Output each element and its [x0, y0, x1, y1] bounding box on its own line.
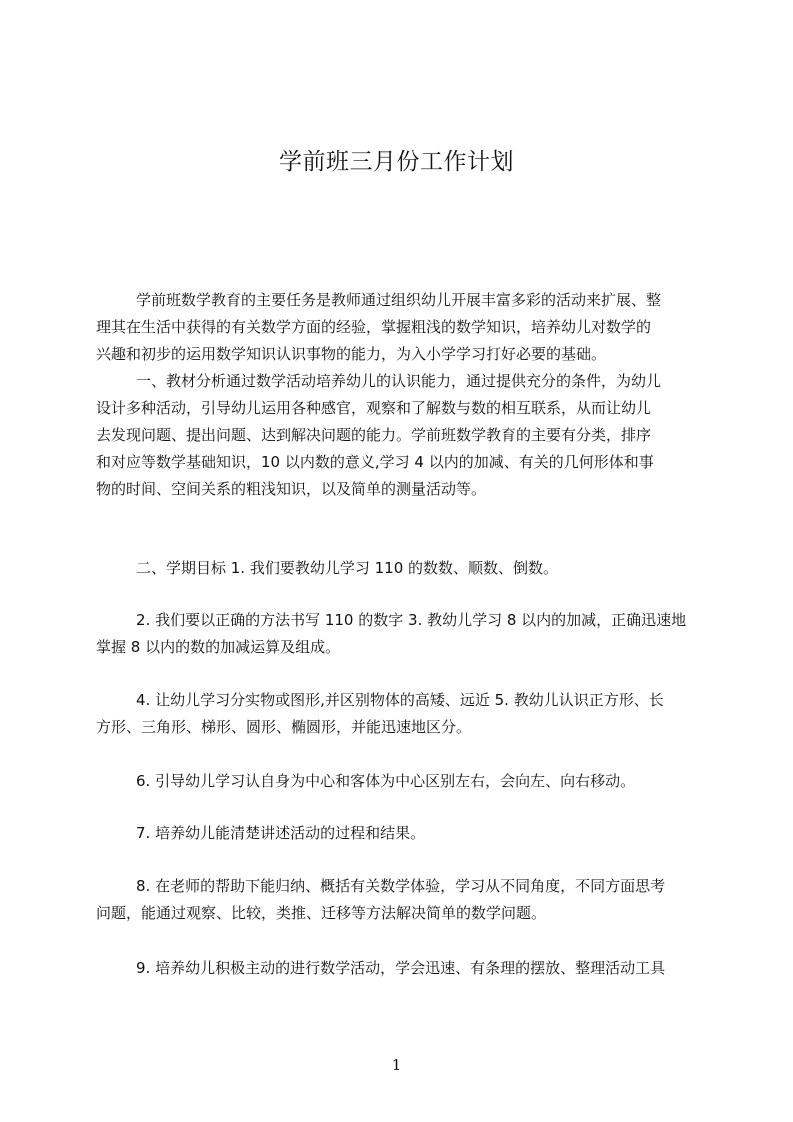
paragraph-line: 学前班数学教育的主要任务是教师通过组织幼儿开展丰富多彩的活动来扩展、整 — [136, 291, 662, 309]
paragraph-material-analysis — [96, 368, 704, 503]
paragraph-line: 7. 培养幼儿能清楚讲述活动的过程和结果。 — [136, 824, 426, 842]
paragraph-goal-8 — [96, 873, 704, 927]
paragraph-line: 和对应等数学基础知识，10 以内数的意义,学习 4 以内的加减、有关的几何形体和事 — [96, 453, 654, 471]
paragraph-line: 物的时间、空间关系的粗浅知识，以及简单的测量活动等。 — [96, 480, 487, 498]
paragraph-line: 9. 培养幼儿积极主动的进行数学活动，学会迅速、有条理的摆放、整理活动工具 — [136, 959, 666, 977]
document-title: 学前班三月份工作计划 — [279, 149, 514, 175]
paragraph-goal-9 — [96, 955, 704, 982]
paragraph-goal-1 — [96, 555, 704, 582]
paragraph-goal-7 — [96, 820, 704, 847]
paragraph-line: 兴趣和初步的运用数学知识认识事物的能力，为入小学学习打好必要的基础。 — [96, 345, 607, 363]
paragraph-line: 去发现问题、提出问题、达到解决问题的能力。学前班数学教育的主要有分类，排序 — [96, 426, 652, 444]
paragraph-goal-4-5 — [96, 687, 704, 741]
paragraph-line: 8. 在老师的帮助下能归纳、概括有关数学体验，学习从不同角度，不同方面思考 — [136, 877, 666, 895]
paragraph-line: 二、学期目标 1. 我们要教幼儿学习 110 的数数、顺数、倒数。 — [136, 559, 559, 577]
paragraph-line: 设计多种活动，引导幼儿运用各种感官，观察和了解数与数的相互联系，从而让幼儿 — [96, 399, 652, 417]
paragraph-goal-2-3 — [96, 607, 704, 661]
paragraph-intro — [96, 287, 704, 368]
paragraph-line: 2. 我们要以正确的方法书写 110 的数字 3. 教幼儿学习 8 以内的加减，正确迅速地 — [136, 611, 687, 629]
paragraph-line: 6. 引导幼儿学习认自身为中心和客体为中心区别左右，会向左、向右移动。 — [136, 772, 636, 790]
paragraph-line: 一、教材分析通过数学活动培养幼儿的认识能力，通过提供充分的条件，为幼儿 — [136, 372, 662, 390]
paragraph-line: 掌握 8 以内的数的加减运算及组成。 — [96, 638, 341, 656]
paragraph-line: 4. 让幼儿学习分实物或图形,并区别物体的高矮、远近 5. 教幼儿认识正方形、长 — [136, 691, 664, 709]
paragraph-line: 方形、三角形、梯形、圆形、椭圆形，并能迅速地区分。 — [96, 718, 472, 736]
paragraph-line: 问题，能通过观察、比较，类推、迁移等方法解决简单的数学问题。 — [96, 904, 547, 922]
page-number: 1 — [391, 1056, 402, 1074]
paragraph-goal-6 — [96, 768, 704, 795]
paragraph-line: 理其在生活中获得的有关数学方面的经验，掌握粗浅的数学知识，培养幼儿对数学的 — [96, 318, 652, 336]
